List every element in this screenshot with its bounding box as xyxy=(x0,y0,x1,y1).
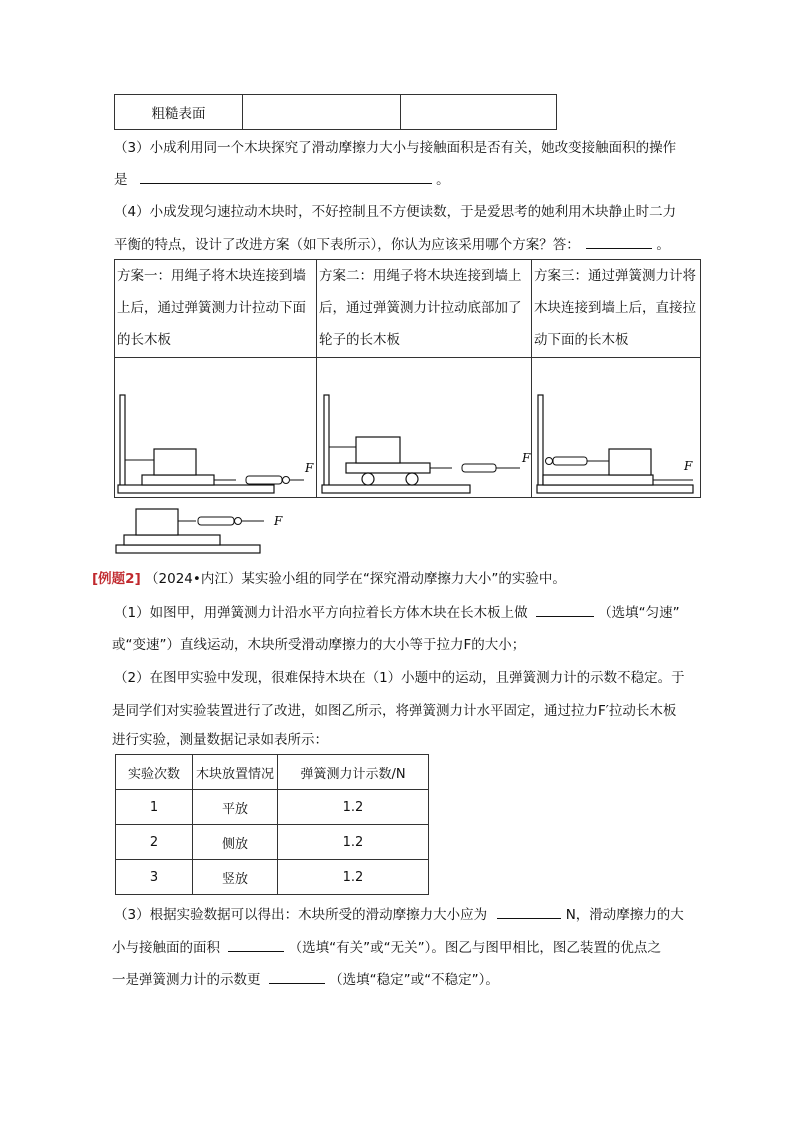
plan-1-diagram xyxy=(114,359,314,499)
wall xyxy=(324,395,329,487)
q3-line2 xyxy=(114,169,450,190)
example-intro xyxy=(92,569,566,589)
wheel xyxy=(362,473,374,485)
table-cell: 3 xyxy=(116,860,193,895)
scale-ring xyxy=(283,477,290,484)
plan-2-text xyxy=(317,260,532,358)
example-tag: [例题2] xyxy=(92,571,141,587)
table-cell: 竖放 xyxy=(193,860,278,895)
answer-blank[interactable] xyxy=(497,904,561,919)
p3-line2-suffix: （选填“有关”或“无关”）。图乙与图甲相比，图乙装置的优点之 xyxy=(288,940,661,956)
spring-scale xyxy=(198,517,234,525)
p3-mid: N，滑动摩擦力的大 xyxy=(565,907,684,923)
spring-scale xyxy=(462,464,496,472)
q4-line2 xyxy=(114,234,670,255)
p1-prefix: （1）如图甲，用弹簧测力计沿水平方向拉着长方体木块在长木板上做 xyxy=(114,605,528,621)
table-cell: 1.2 xyxy=(278,790,429,825)
answer-blank[interactable] xyxy=(269,969,325,984)
wood-block xyxy=(154,449,196,475)
data-table xyxy=(115,754,429,895)
p3-line2-prefix: 小与接触面的面积 xyxy=(112,940,220,956)
plan-2-diagram xyxy=(316,359,531,499)
p1-line1 xyxy=(114,602,680,623)
q3-line1: （3）小成利用同一个木块探究了滑动摩擦力大小与接触面积是否有关，她改变接触面积的操作 xyxy=(114,140,677,156)
plan-3-line: 方案三：通过弹簧测力计将 xyxy=(534,268,696,284)
force-label: F xyxy=(684,459,693,473)
top-table xyxy=(114,94,557,130)
scale-ring xyxy=(546,458,553,465)
q3-prefix: 是 xyxy=(114,172,128,188)
example-intro-text: （2024•内江）某实验小组的同学在“探究滑动摩擦力大小”的实验中。 xyxy=(145,571,566,587)
wheeled-board xyxy=(346,463,430,473)
p3-line3-suffix: （选填“稳定”或“不稳定”）。 xyxy=(329,972,499,988)
p3-line3-prefix: 一是弹簧测力计的示数更 xyxy=(112,972,261,988)
plan-3-line: 木块连接到墙上后，直接拉 xyxy=(534,300,696,316)
p2-line2: 是同学们对实验装置进行了改进，如图乙所示，将弹簧测力计水平固定，通过拉力F′拉动长木板 xyxy=(112,703,677,719)
wheel xyxy=(406,473,418,485)
q4-line1: （4）小成发现匀速拉动木块时，不好控制且不方便读数，于是爱思考的她利用木块静止时二力 xyxy=(114,204,677,220)
table-cell: 2 xyxy=(116,825,193,860)
force-label: F xyxy=(522,451,531,465)
p1-line2: 或“变速”）直线运动，木块所受滑动摩擦力的大小等于拉力F的大小； xyxy=(112,637,526,653)
row-label: 粗糙表面 xyxy=(115,95,243,130)
plan-2-line: 后，通过弹簧测力计拉动底部加了 xyxy=(319,300,522,316)
spring-scale xyxy=(553,457,587,465)
plan-2-line: 轮子的长木板 xyxy=(319,332,400,348)
plan-3-text xyxy=(532,260,701,358)
plan-2-line: 方案二：用绳子将木块连接到墙上 xyxy=(319,268,522,284)
p3-prefix: （3）根据实验数据可以得出：木块所受的滑动摩擦力大小应为 xyxy=(114,907,488,923)
table-row xyxy=(116,860,429,895)
table-header: 木块放置情况 xyxy=(193,755,278,790)
empty-cell xyxy=(401,95,557,130)
wood-block xyxy=(356,437,400,463)
base-board xyxy=(537,485,693,493)
wall xyxy=(538,395,543,487)
p1-suffix: （选填“匀速” xyxy=(598,605,680,621)
answer-blank[interactable] xyxy=(586,234,652,249)
wall xyxy=(120,395,125,487)
p3-line3 xyxy=(112,969,499,990)
plan-1-line: 方案一：用绳子将木块连接到墙 xyxy=(117,268,306,284)
plan-3-diagram xyxy=(531,359,697,499)
plan-1-line: 的长木板 xyxy=(117,332,171,348)
long-board xyxy=(142,475,214,485)
long-board xyxy=(124,535,220,545)
table-header: 实验次数 xyxy=(116,755,193,790)
table-cell: 侧放 xyxy=(193,825,278,860)
p2-line3: 进行实验，测量数据记录如表所示： xyxy=(112,732,328,748)
plan-3-line: 动下面的长木板 xyxy=(534,332,629,348)
table-row xyxy=(116,825,429,860)
table-cell: 1.2 xyxy=(278,860,429,895)
q4-prefix: 平衡的特点，设计了改进方案（如下表所示），你认为应该采用哪个方案？答： xyxy=(114,237,580,253)
base-board xyxy=(118,485,274,493)
q4-suffix: 。 xyxy=(656,237,670,253)
table-cell: 1 xyxy=(116,790,193,825)
plan-1-line: 上后，通过弹簧测力计拉动下面 xyxy=(117,300,306,316)
force-label: F xyxy=(305,461,314,475)
extra-diagram xyxy=(112,503,292,557)
p3-line1 xyxy=(114,904,684,925)
base-board xyxy=(116,545,260,553)
table-row xyxy=(116,790,429,825)
q3-suffix: 。 xyxy=(436,172,450,188)
plan-1-text xyxy=(115,260,317,358)
wood-block xyxy=(136,509,178,535)
spring-scale xyxy=(246,476,282,484)
p2-line1: （2）在图甲实验中发现，很难保持木块在（1）小题中的运动，且弹簧测力计的示数不稳定。于 xyxy=(114,670,685,686)
table-cell: 1.2 xyxy=(278,825,429,860)
scale-ring xyxy=(235,518,242,525)
answer-blank[interactable] xyxy=(140,169,432,184)
answer-blank[interactable] xyxy=(228,937,284,952)
long-board xyxy=(543,475,653,485)
table-header: 弹簧测力计示数/N xyxy=(278,755,429,790)
wood-block xyxy=(609,449,651,475)
base-board xyxy=(322,485,470,493)
table-cell: 平放 xyxy=(193,790,278,825)
p3-line2 xyxy=(112,937,661,958)
answer-blank[interactable] xyxy=(536,602,594,617)
force-label: F xyxy=(274,514,283,528)
empty-cell xyxy=(243,95,401,130)
